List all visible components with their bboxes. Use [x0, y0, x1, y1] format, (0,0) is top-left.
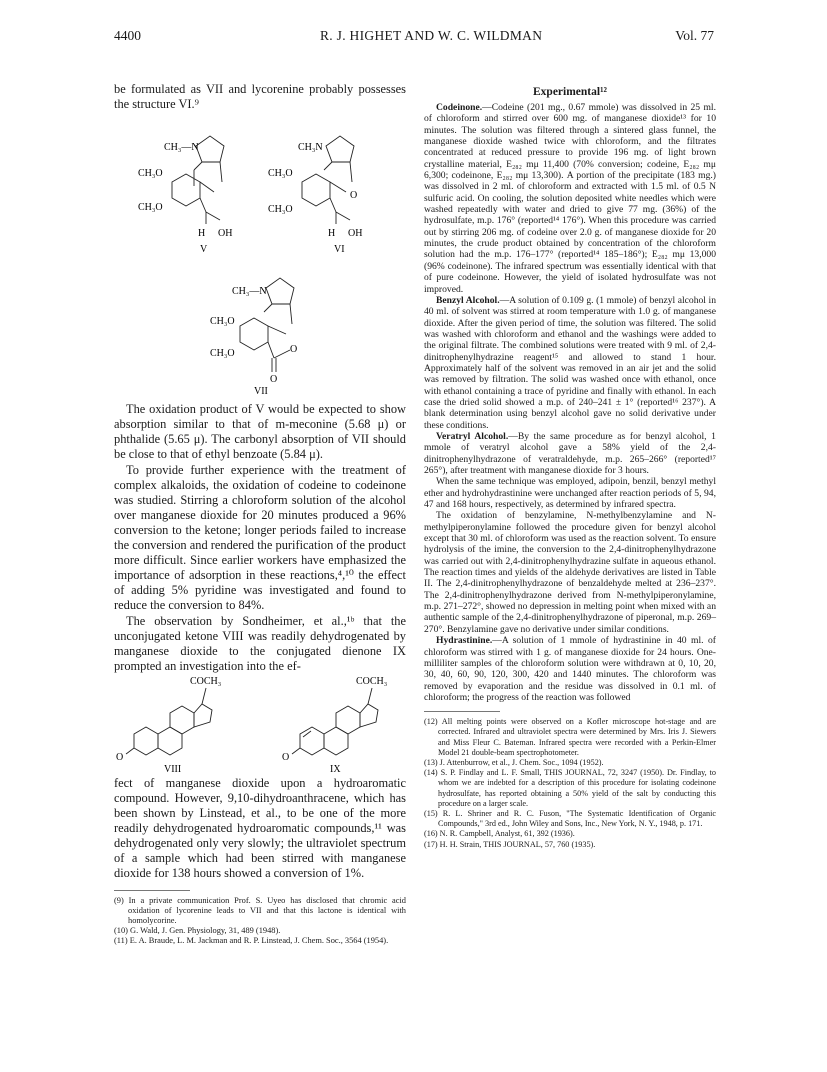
running-header: [114, 28, 714, 48]
ix-label: IX: [330, 763, 341, 775]
veratryl-text: —By the same procedure as for benzyl alcohol, 1 mmole of veratryl alcohol gave a 58% yield of the 2,4-dinitrophenylhydrazone of veratraldehyde, m.p. 265–266° (reported¹⁷ 265°), after treatment with manganese dioxide for 3 hours.: [424, 430, 716, 476]
vi-ome-bottom: CH₃O: [268, 204, 293, 216]
footnote-rule-right: [424, 711, 500, 712]
left-column: [114, 82, 406, 947]
runin-veratryl-alcohol: Veratryl Alcohol.: [436, 430, 509, 442]
viii-acetyl: COCH₃: [190, 675, 222, 687]
paragraph-sondheimer: The observation by Sondheimer, et al.,¹ᵇ that the unconjugated ketone VIII was readily dehydrogenated by manganese dioxide to the conjugated dienone IX prompted an investigation into the ef-: [114, 613, 406, 673]
ix-o: O: [282, 751, 290, 763]
footnote-10: (10) G. Wald, J. Gen. Physiology, 31, 489 (1948).: [114, 926, 281, 936]
benzyl-text: —A solution of 0.109 g. (1 mmole) of benzyl alcohol in 40 ml. of solvent was stirred at room temperature with 1.0 g. of manganese dioxide. After the given period of time, the solution was filtered. The solid was washed with chloroform and ethanol and the washings were added to the original filtrate. The combined solutions were treated with 9 ml. of 2,4-dinitrophenylhydrazine reagent¹⁵ and allowed to stand 1 hour. Approximately half of the solvent was removed in an air jet and the solid was removed by filtration. The solid was washed once with ethanol, once with ethanol containing a trace of pyridine and finally with ethanol. In each case the dried solid showed a m.p. of 240–241 ± 1° (reported¹⁶ 237°). A blank determination using benzyl alcohol gave no solid derivative under these conditions.: [424, 294, 716, 431]
footnote-rule: [114, 890, 190, 891]
page-number: 4400: [114, 28, 141, 43]
vi-o-ring: O: [350, 190, 358, 202]
paragraph-dihydroanthracene: fect of manganese dioxide upon a hydroaromatic compound. However, 9,10-dihydroanthracene, which has been shown by Linstead, et al., to be one of the more readily dehydrogenated hydroaromatic compounds,¹¹ was dehydrogenated only very slowly; the ultraviolet spectrum of a sample which had been stirred with manganese dioxide for 138 hours showed a conversion of 1%.: [114, 775, 406, 881]
footnote-16: (16) N. R. Campbell, Analyst, 61, 392 (1936).: [424, 829, 575, 839]
footnote-15: (15) R. L. Shriner and R. C. Fuson, "The Systematic Identification of Organic Compounds," 3rd ed., John Wiley and Sons, Inc., New York, N. Y., 1948, p. 171.: [424, 809, 716, 829]
volume-label: Vol. 77: [675, 28, 714, 43]
v-h: H: [198, 228, 206, 240]
footnote-17: (17) H. H. Strain, THIS JOURNAL, 57, 760 (1935).: [424, 839, 596, 849]
footnote-11: (11) E. A. Braude, L. M. Jackman and R. P. Linstead, J. Chem. Soc., 3564 (1954).: [114, 936, 389, 946]
paragraph-oxidation-product: The oxidation product of V would be expected to show absorption similar to that of m-meconine (5.68 μ) or phthalide (5.65 μ). The carbonyl absorption of VII should be close to that of ethyl benzoate (5.84 μ).: [114, 402, 406, 462]
v-n-methyl: CH₃—N: [164, 142, 199, 154]
paragraph-same-technique: When the same technique was employed, adipoin, benzil, benzyl methyl ether and hydrohydrastinine were unchanged after reaction periods of 5, 94, 47 and 168 hours, respectively, as determined by infrared spectra.: [424, 476, 716, 511]
viii-o: O: [116, 751, 124, 763]
ix-acetyl: COCH₃: [356, 675, 388, 687]
vi-label: VI: [334, 244, 345, 256]
v-label: V: [200, 244, 208, 256]
v-ome-top: CH₃O: [138, 168, 163, 180]
runin-codeinone: Codeinone.: [436, 102, 483, 113]
paragraph-veratryl-alcohol: [424, 431, 716, 476]
paragraph-codeine: To provide further experience with the treatment of complex alkaloids, the oxidation of codeine to codeinone was studied. Stirring a chloroform solution of the alcohol over manganese dioxide for 20 minutes produced a 96% conversion to the ketone; longer periods failed to increase the conversion and rendered the purification of the product more difficult. Since earlier workers have emphasized the importance of adsorption in these reactions,⁴,¹⁰ the effect of adding 5% pyridine was investigated and found to reduce the conversion to 84%.: [114, 462, 406, 613]
intro-paragraph: be formulated as VII and lycorenine probably possesses the structure VI.⁹: [114, 82, 406, 112]
section-heading-experimental: Experimental¹²: [533, 86, 607, 98]
vii-o-carbonyl: O: [270, 374, 278, 386]
footnote-14: (14) S. P. Findlay and L. F. Small, THIS JOURNAL, 72, 3247 (1950). Dr. Findlay, to whom we are indebted for a description of this procedure for isolating codeinone hydrosulfate, has reported obtaining a 50% yield of the salt by conducting this procedure on a larger scale.: [424, 768, 716, 808]
v-ome-bottom: CH₃O: [138, 202, 163, 214]
vii-ome-top: CH₃O: [210, 316, 235, 328]
paragraph-codeinone: [424, 102, 716, 295]
structure-vii: [114, 272, 406, 396]
vii-n-methyl: CH₃—N: [232, 286, 267, 298]
vi-ome-top: CH₃O: [268, 168, 293, 180]
vi-h: H: [328, 228, 336, 240]
footnote-9: (9) In a private communication Prof. S. Uyeo has disclosed that chromic acid oxidation of lycorenine leads to VII and that this lactone is identical with homolycorine.: [114, 895, 406, 925]
vii-o-ring: O: [290, 344, 298, 356]
v-oh: OH: [218, 228, 233, 240]
runin-benzyl-alcohol: Benzyl Alcohol.: [436, 294, 500, 306]
structures-v-vi: [114, 112, 406, 272]
footnote-12: (12) All melting points were observed on a Kofler microscope hot-stage and are corrected. Infrared and ultraviolet spectra were determined by Mrs. Iris J. Siewers and Miss Fleur C. Bateman. Infrared spectra were recorded with a Perkin-Elmer Model 21 double-beam spectrophotometer.: [424, 717, 716, 757]
paragraph-benzyl-alcohol: [424, 295, 716, 431]
hydrastinine-text: —A solution of 1 mmole of hydrastinine in 40 ml. of chloroform was stirred with 1 g. of manganese dioxide for 24 hours. One-milliliter samples of the chloroform solution were withdrawn at 0, 10, 20, 30, 40, 60, 90, 120, 300, 420 and 1440 minutes. The chloroform was removed by evaporation and the residue was dissolved in 0.1 ml. of chloroform; the progress of the reaction was followed: [424, 635, 716, 703]
right-column: [424, 86, 716, 850]
vi-oh: OH: [348, 228, 363, 240]
vii-label: VII: [254, 386, 268, 397]
runin-hydrastinine: Hydrastinine.: [436, 635, 493, 647]
vii-ome-bottom: CH₃O: [210, 348, 235, 360]
codeinone-text: —Codeine (201 mg., 0.67 mmole) was dissolved in 25 ml. of chloroform and stirred over 600 mg. of manganese dioxide¹³ for 10 minutes. The solution was filtered through a sintered glass funnel, the manganese dioxide washed twice with chloroform, and the filtrates concentrated at reduced pressure to provide 196 mg. of light brown crystalline material, E₂₈₂ mμ 11,400 (70% conversion; codeine, E₂₈₂ mμ 6,300; codeinone, E₂₈₂ mμ 13,300). A portion of the precipitate (183 mg.) was dissolved in 2 ml. of chloroform and extracted with 1.5 ml. of 0.5 N sulfuric acid. On cooling, the solution deposited white needles which were washed repeatedly with water and dried to give 77 mg. (36%) of the hydrosulfate, m.p. 176° (reported¹⁴ 176°). When this procedure was carried out by stirring 206 mg. of codeine over 2.0 g. of manganese dioxide for 20 minutes, the crude product obtained by concentration of the chloroform solution had the m.p. 176–177° (reported¹⁴ 185–186°); E₂₈₂ mμ 13,000 (96% codeinone). The infrared spectrum was essentially identical with that of pure codeinone. However, the yield of isolated hydrosulfate was not improved.: [424, 102, 716, 295]
footnote-13: (13) J. Attenburrow, et al., J. Chem. Soc., 1094 (1952).: [424, 758, 604, 768]
structures-viii-ix: [114, 674, 406, 776]
running-authors: R. J. HIGHET AND W. C. WILDMAN: [320, 28, 543, 43]
paragraph-benzylamine: The oxidation of benzylamine, N-methylbenzylamine and N-methylpiperonylamine followed the procedure given for benzyl alcohol except that 30 ml. of chloroform was used as the reaction solvent. To ensure hydrolysis of the imine, the conversion to the 2,4-dinitrophenylhydrazone was carried out with 2,4-dinitrophenylhydrazine sulfate in aqueous ethanol. The reaction times and yields of the aldehyde derivatives are listed in Table II. The 2,4-dinitrophenylhydrazone of benzaldehyde melted at 236–237°. The 2,4-dinitrophenylhydrazone derived from N-methylpiperonylamine, m.p. 271–272°, showed no depression in melting point when mixed with an authentic sample of the 2,4-dinitrophenylhydrazone of piperonal, m.p. 269–270°. Benzylamine gave no derivative under similar conditions.: [424, 510, 716, 635]
paragraph-hydrastinine: [424, 635, 716, 703]
vi-n-methyl: CH₃N: [298, 142, 323, 154]
viii-label: VIII: [164, 763, 182, 775]
